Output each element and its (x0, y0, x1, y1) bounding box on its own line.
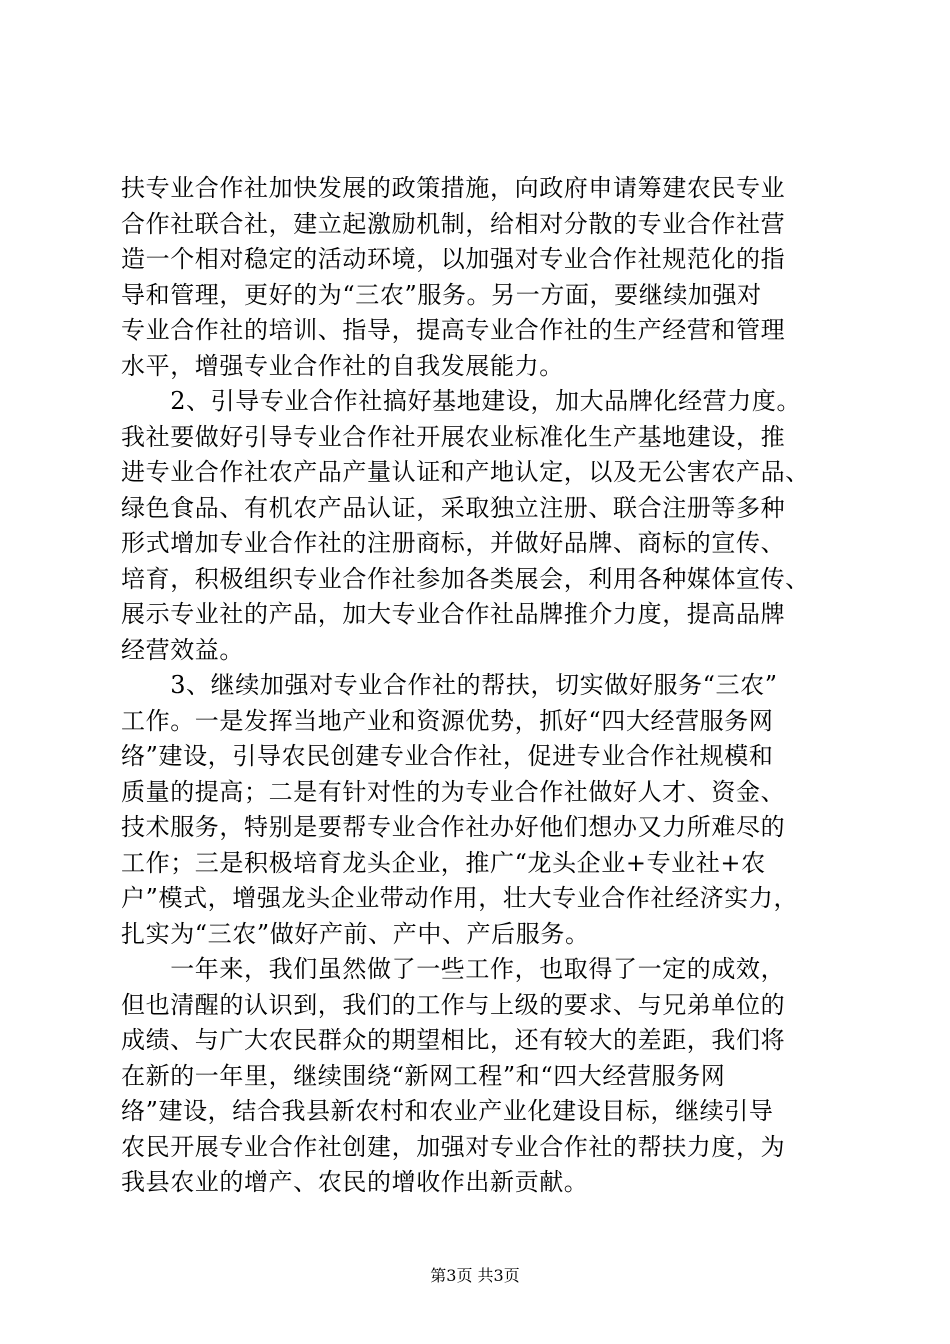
text-line: 户”模式，增强龙头企业带动作用，壮大专业合作社经济实力， (121, 884, 799, 912)
text-line: 技术服务，特别是要帮专业合作社办好他们想办又力所难尽的 (121, 813, 786, 841)
text-line: 绿色食品、有机农产品认证，采取独立注册、联合注册等多种 (121, 493, 786, 522)
text-line: 络”建设，引导农民创建专业合作社，促进专业合作社规模和 (121, 742, 774, 770)
text-line: 进专业合作社农产品产量认证和产地认定，以及无公害农产品、 (121, 458, 810, 486)
text-line: 成绩、与广大农民群众的期望相比，还有较大的差距，我们将 (121, 1026, 786, 1054)
text-line: 扎实为“三农”做好产前、产中、产后服务。 (121, 919, 590, 948)
page-footer (0, 1266, 950, 1286)
text-line: 形式增加专业合作社的注册商标，并做好品牌、商标的宣传、 (121, 529, 786, 557)
text-line: 专业合作社的培训、指导，提高专业合作社的生产经营和管理 (121, 316, 786, 344)
text-line: 2、引导专业合作社搞好基地建设，加大品牌化经营力度。 (121, 387, 802, 415)
text-line: 络”建设，结合我县新农村和农业产业化建设目标，继续引导 (121, 1097, 774, 1125)
text-line: 造一个相对稳定的活动环境，以加强对专业合作社规范化的指 (121, 245, 786, 273)
document-body (121, 171, 836, 1201)
text-line: 工作。一是发挥当地产业和资源优势，抓好“四大经营服务网 (121, 706, 774, 735)
text-line: 一年来，我们虽然做了一些工作，也取得了一定的成效， (121, 955, 786, 983)
text-line: 但也清醒的认识到，我们的工作与上级的要求、与兄弟单位的 (121, 990, 786, 1019)
text-line: 经营效益。 (121, 635, 244, 664)
text-line: 导和管理，更好的为“三农”服务。另一方面，要继续加强对 (121, 280, 762, 309)
text-line: 我社要做好引导专业合作社开展农业标准化生产基地建设，推 (121, 422, 786, 451)
text-line: 3、继续加强对专业合作社的帮扶，切实做好服务“三农” (121, 671, 778, 699)
text-line: 培育，积极组织专业合作社参加各类展会，利用各种媒体宣传、 (121, 564, 810, 593)
text-line: 扶专业合作社加快发展的政策措施，向政府申请筹建农民专业 (121, 174, 786, 202)
text-line: 合作社联合社，建立起激励机制，给相对分散的专业合作社营 (121, 209, 786, 238)
text-line: 农民开展专业合作社创建，加强对专业合作社的帮扶力度，为 (121, 1132, 786, 1161)
text-line: 展示专业社的产品，加大专业合作社品牌推介力度，提高品牌 (121, 600, 786, 628)
text-line: 我县农业的增产、农民的增收作出新贡献。 (121, 1168, 589, 1196)
text-line: 在新的一年里，继续围绕“新网工程”和“四大经营服务网 (121, 1061, 726, 1090)
text-line: 工作；三是积极培育龙头企业，推广“龙头企业+专业社+农 (121, 848, 766, 877)
text-line: 水平，增强专业合作社的自我发展能力。 (121, 351, 564, 380)
page-number: 第3页 共3页 (430, 1266, 520, 1285)
text-line: 质量的提高；二是有针对性的为专业合作社做好人才、资金、 (121, 777, 786, 806)
